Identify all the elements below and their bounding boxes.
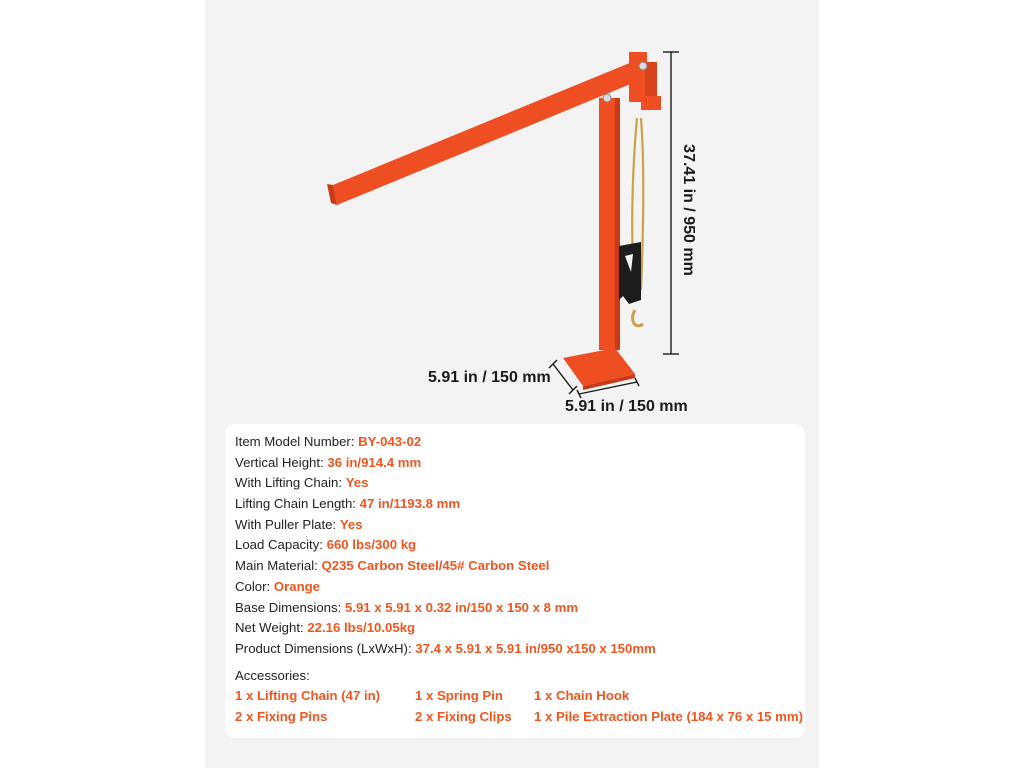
spec-row: Main Material: Q235 Carbon Steel/45# Carbon Steel	[235, 558, 550, 574]
base-width-dimension-label: 5.91 in / 150 mm	[565, 398, 688, 415]
base-depth-dimension-label: 5.91 in / 150 mm	[428, 369, 551, 386]
spec-row: Vertical Height: 36 in/914.4 mm	[235, 454, 422, 470]
spec-row: Net Weight: 22.16 lbs/10.05kg	[235, 620, 416, 636]
spec-row: With Puller Plate: Yes	[235, 516, 363, 532]
spec-row: Base Dimensions: 5.91 x 5.91 x 0.32 in/150 x 150 x 8 mm	[235, 599, 579, 615]
top-bracket	[629, 52, 647, 102]
height-dimension-label: 37.41 in / 950 mm	[680, 144, 697, 276]
chain-hook	[633, 310, 643, 326]
spec-row: With Lifting Chain: Yes	[235, 475, 369, 491]
lever-arm	[333, 60, 645, 205]
post-puller-illustration	[205, 0, 819, 420]
fixing-pin	[603, 94, 611, 102]
accessory-item: 1 x Pile Extraction Plate (184 x 76 x 15 mm)	[534, 709, 804, 724]
accessory-item: 1 x Lifting Chain (47 in)	[235, 688, 381, 703]
spec-row: Color: Orange	[235, 578, 321, 594]
spec-list	[235, 432, 656, 660]
spec-row: Lifting Chain Length: 47 in/1193.8 mm	[235, 496, 461, 512]
accessory-item: 1 x Chain Hook	[534, 688, 630, 703]
accessories-title: Accessories:	[235, 668, 310, 683]
spec-row: Load Capacity: 660 lbs/300 kg	[235, 537, 417, 553]
spec-row: Product Dimensions (LxWxH): 37.4 x 5.91 x 5.91 in/950 x150 x 150mm	[235, 640, 656, 656]
accessory-item: 2 x Fixing Pins	[235, 709, 328, 724]
spec-row: Item Model Number: BY-043-02	[235, 434, 422, 449]
accessory-item: 1 x Spring Pin	[415, 688, 503, 703]
fixing-pin	[639, 62, 647, 70]
specifications-card	[225, 424, 805, 738]
accessory-item: 2 x Fixing Clips	[415, 709, 512, 724]
pile-extraction-plate	[619, 242, 641, 304]
